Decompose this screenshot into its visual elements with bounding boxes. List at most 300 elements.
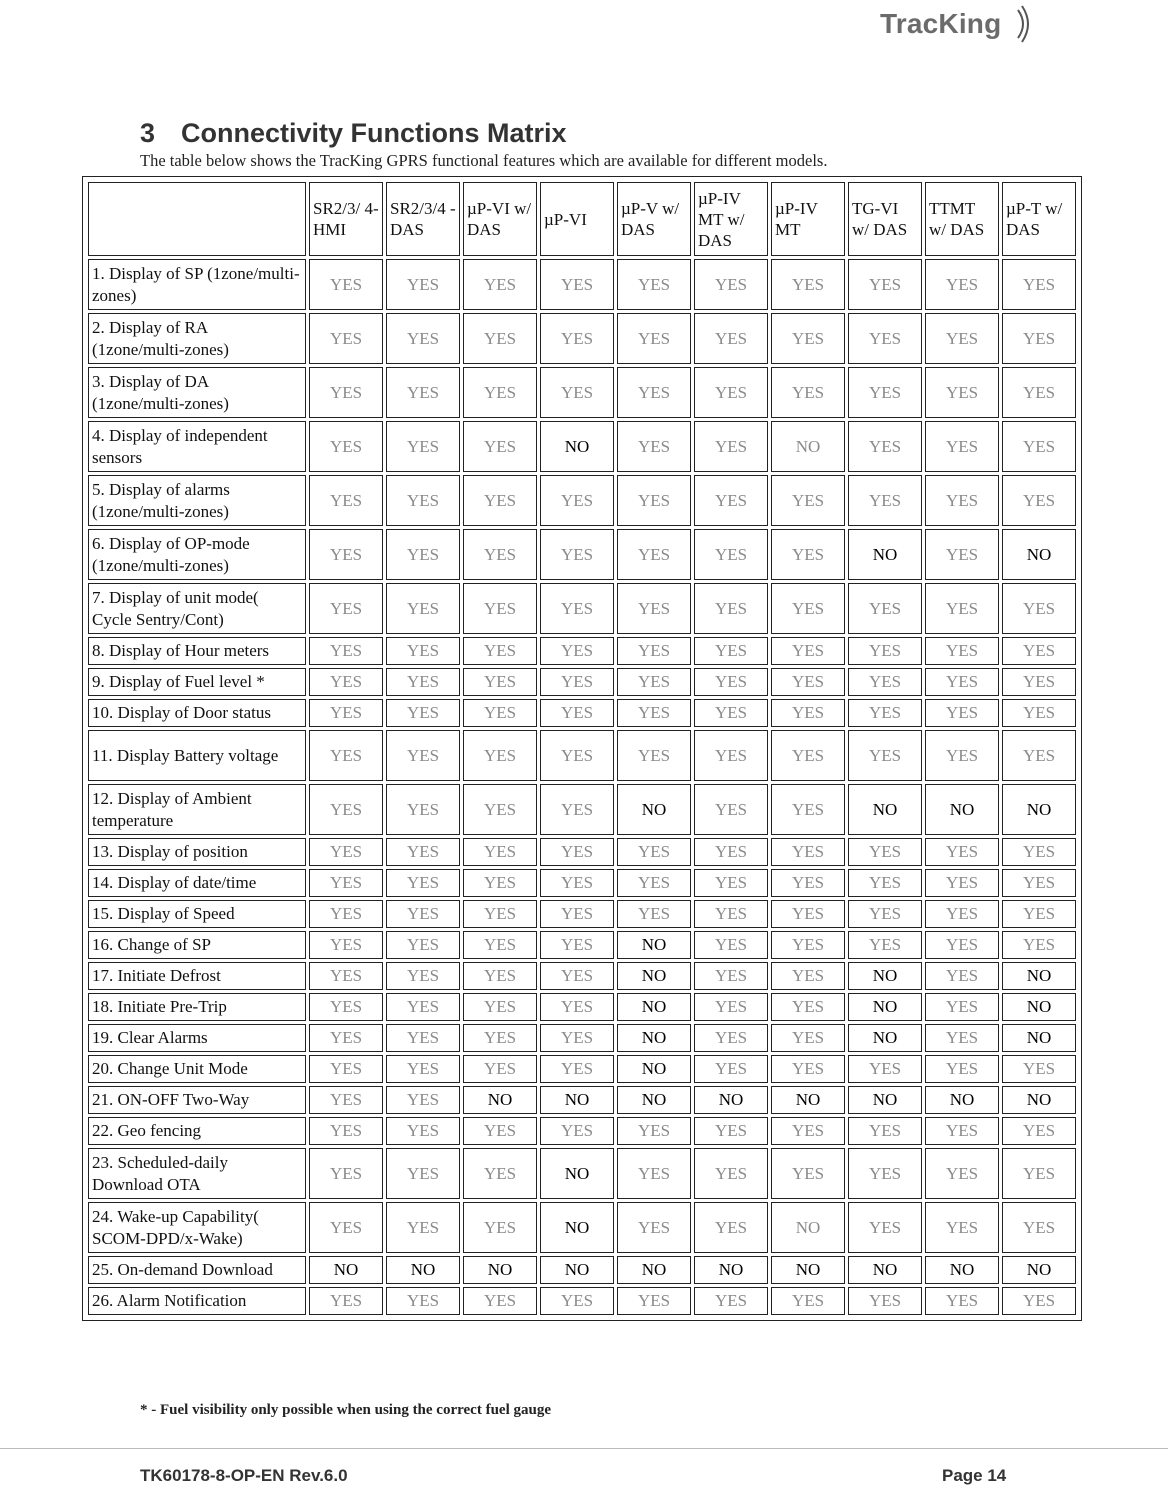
availability-cell: YES xyxy=(463,529,537,580)
availability-cell: YES xyxy=(771,475,845,526)
availability-cell: YES xyxy=(540,1055,614,1083)
matrix-body xyxy=(88,259,1076,1315)
availability-cell: YES xyxy=(617,259,691,310)
availability-cell: YES xyxy=(848,668,922,696)
logo-text: TracKing xyxy=(880,8,1002,39)
availability-cell: NO xyxy=(617,1086,691,1114)
availability-cell: YES xyxy=(386,1086,460,1114)
availability-cell: NO xyxy=(925,1086,999,1114)
availability-cell: YES xyxy=(694,668,768,696)
tracking-logo xyxy=(880,8,1001,52)
availability-cell: YES xyxy=(1002,475,1076,526)
availability-cell: YES xyxy=(540,529,614,580)
availability-cell: YES xyxy=(694,784,768,835)
document-id: TK60178-8-OP-EN Rev.6.0 xyxy=(140,1466,348,1485)
availability-cell: NO xyxy=(925,784,999,835)
model-header: µP-IV MT w/ DAS xyxy=(694,182,768,256)
table-row xyxy=(88,583,1076,634)
availability-cell: NO xyxy=(617,1256,691,1284)
availability-cell: YES xyxy=(540,993,614,1021)
availability-cell: YES xyxy=(771,313,845,364)
availability-cell: YES xyxy=(771,583,845,634)
availability-cell: YES xyxy=(463,475,537,526)
availability-cell: YES xyxy=(386,699,460,727)
availability-cell: YES xyxy=(848,931,922,959)
availability-cell: NO xyxy=(1002,1086,1076,1114)
matrix-table xyxy=(85,179,1079,1318)
availability-cell: YES xyxy=(694,367,768,418)
availability-cell: NO xyxy=(386,1256,460,1284)
availability-cell: NO xyxy=(694,1256,768,1284)
model-header: µP-V w/ DAS xyxy=(617,182,691,256)
availability-cell: YES xyxy=(771,1117,845,1145)
feature-label: 25. On-demand Download xyxy=(88,1256,306,1284)
availability-cell: NO xyxy=(848,1256,922,1284)
availability-cell: YES xyxy=(309,900,383,928)
availability-cell: NO xyxy=(848,1024,922,1052)
availability-cell: YES xyxy=(771,931,845,959)
availability-cell: YES xyxy=(540,1024,614,1052)
availability-cell: YES xyxy=(540,1287,614,1315)
page-number: Page 14 xyxy=(942,1466,1007,1485)
availability-cell: YES xyxy=(463,962,537,990)
availability-cell: YES xyxy=(1002,1148,1076,1199)
availability-cell: YES xyxy=(386,1202,460,1253)
availability-cell: YES xyxy=(386,475,460,526)
availability-cell: YES xyxy=(694,962,768,990)
availability-cell: YES xyxy=(540,699,614,727)
table-row xyxy=(88,962,1076,990)
availability-cell: YES xyxy=(309,1055,383,1083)
availability-cell: YES xyxy=(617,421,691,472)
availability-cell: NO xyxy=(771,1256,845,1284)
availability-cell: YES xyxy=(540,668,614,696)
availability-cell: YES xyxy=(540,259,614,310)
availability-cell: YES xyxy=(1002,421,1076,472)
availability-cell: YES xyxy=(694,931,768,959)
availability-cell: YES xyxy=(848,367,922,418)
availability-cell: YES xyxy=(925,730,999,781)
availability-cell: YES xyxy=(925,583,999,634)
availability-cell: NO xyxy=(540,1148,614,1199)
availability-cell: NO xyxy=(309,1256,383,1284)
availability-cell: YES xyxy=(1002,313,1076,364)
availability-cell: YES xyxy=(694,730,768,781)
availability-cell: YES xyxy=(925,838,999,866)
availability-cell: YES xyxy=(771,838,845,866)
availability-cell: YES xyxy=(848,730,922,781)
availability-cell: YES xyxy=(463,1055,537,1083)
availability-cell: YES xyxy=(463,313,537,364)
availability-cell: NO xyxy=(1002,529,1076,580)
availability-cell: YES xyxy=(1002,583,1076,634)
table-row xyxy=(88,259,1076,310)
table-row xyxy=(88,367,1076,418)
availability-cell: YES xyxy=(694,529,768,580)
feature-label: 17. Initiate Defrost xyxy=(88,962,306,990)
table-row xyxy=(88,529,1076,580)
availability-cell: YES xyxy=(771,730,845,781)
table-row xyxy=(88,931,1076,959)
availability-cell: NO xyxy=(617,784,691,835)
availability-cell: YES xyxy=(771,367,845,418)
availability-cell: YES xyxy=(386,367,460,418)
feature-label: 19. Clear Alarms xyxy=(88,1024,306,1052)
availability-cell: YES xyxy=(925,259,999,310)
availability-cell: YES xyxy=(1002,730,1076,781)
availability-cell: YES xyxy=(694,313,768,364)
availability-cell: YES xyxy=(309,838,383,866)
availability-cell: YES xyxy=(617,668,691,696)
availability-cell: YES xyxy=(848,583,922,634)
availability-cell: YES xyxy=(1002,931,1076,959)
availability-cell: YES xyxy=(694,900,768,928)
availability-cell: YES xyxy=(309,1287,383,1315)
table-row xyxy=(88,1117,1076,1145)
availability-cell: NO xyxy=(540,1202,614,1253)
availability-cell: YES xyxy=(617,1148,691,1199)
availability-cell: YES xyxy=(925,900,999,928)
table-row xyxy=(88,838,1076,866)
availability-cell: YES xyxy=(617,869,691,897)
availability-cell: YES xyxy=(617,838,691,866)
footnote: * - Fuel visibility only possible when using the correct fuel gauge xyxy=(140,1402,551,1418)
availability-cell: YES xyxy=(463,421,537,472)
availability-cell: YES xyxy=(463,931,537,959)
availability-cell: YES xyxy=(1002,1117,1076,1145)
availability-cell: YES xyxy=(848,900,922,928)
availability-cell: YES xyxy=(540,931,614,959)
availability-cell: YES xyxy=(848,1202,922,1253)
availability-cell: YES xyxy=(617,1287,691,1315)
feature-label: 7. Display of unit mode( Cycle Sentry/Cont) xyxy=(88,583,306,634)
feature-label: 6. Display of OP-mode (1zone/multi-zones) xyxy=(88,529,306,580)
availability-cell: YES xyxy=(1002,1055,1076,1083)
availability-cell: YES xyxy=(309,869,383,897)
availability-cell: YES xyxy=(617,637,691,665)
availability-cell: YES xyxy=(463,993,537,1021)
availability-cell: YES xyxy=(925,421,999,472)
table-row xyxy=(88,699,1076,727)
availability-cell: YES xyxy=(617,367,691,418)
model-header: µP-T w/ DAS xyxy=(1002,182,1076,256)
availability-cell: NO xyxy=(1002,993,1076,1021)
footer-divider xyxy=(0,1448,1168,1449)
availability-cell: YES xyxy=(309,1024,383,1052)
feature-label: 9. Display of Fuel level * xyxy=(88,668,306,696)
availability-cell: YES xyxy=(540,869,614,897)
availability-cell: YES xyxy=(309,421,383,472)
availability-cell: NO xyxy=(848,784,922,835)
availability-cell: YES xyxy=(386,529,460,580)
feature-label: 24. Wake-up Capability( SCOM-DPD/x-Wake) xyxy=(88,1202,306,1253)
availability-cell: YES xyxy=(463,1117,537,1145)
availability-cell: NO xyxy=(617,962,691,990)
availability-cell: YES xyxy=(463,730,537,781)
availability-cell: YES xyxy=(540,730,614,781)
availability-cell: YES xyxy=(463,1202,537,1253)
table-row xyxy=(88,1024,1076,1052)
availability-cell: YES xyxy=(309,529,383,580)
availability-cell: YES xyxy=(1002,699,1076,727)
availability-cell: YES xyxy=(540,637,614,665)
availability-cell: YES xyxy=(925,1148,999,1199)
model-header: µP-VI xyxy=(540,182,614,256)
availability-cell: YES xyxy=(771,1148,845,1199)
availability-cell: YES xyxy=(617,313,691,364)
table-row xyxy=(88,1202,1076,1253)
availability-cell: YES xyxy=(540,1117,614,1145)
availability-cell: YES xyxy=(309,1117,383,1145)
availability-cell: YES xyxy=(386,1148,460,1199)
feature-label: 22. Geo fencing xyxy=(88,1117,306,1145)
availability-cell: YES xyxy=(463,637,537,665)
feature-label: 13. Display of position xyxy=(88,838,306,866)
availability-cell: YES xyxy=(386,1117,460,1145)
availability-cell: YES xyxy=(309,637,383,665)
feature-label: 2. Display of RA (1zone/multi-zones) xyxy=(88,313,306,364)
table-row xyxy=(88,1086,1076,1114)
table-row xyxy=(88,1287,1076,1315)
header-row xyxy=(88,182,1076,256)
availability-cell: NO xyxy=(1002,962,1076,990)
availability-cell: YES xyxy=(309,699,383,727)
availability-cell: YES xyxy=(925,1055,999,1083)
feature-label: 8. Display of Hour meters xyxy=(88,637,306,665)
availability-cell: YES xyxy=(1002,1202,1076,1253)
availability-cell: YES xyxy=(463,1287,537,1315)
availability-cell: YES xyxy=(925,313,999,364)
feature-label: 11. Display Battery voltage xyxy=(88,730,306,781)
intro-text: The table below shows the TracKing GPRS functional features which are available for different models. xyxy=(140,151,828,170)
availability-cell: YES xyxy=(694,838,768,866)
availability-cell: YES xyxy=(925,367,999,418)
model-header: µP-VI w/ DAS xyxy=(463,182,537,256)
corner-cell xyxy=(88,182,306,256)
availability-cell: YES xyxy=(694,993,768,1021)
availability-cell: YES xyxy=(925,668,999,696)
availability-cell: YES xyxy=(925,529,999,580)
availability-cell: YES xyxy=(848,313,922,364)
availability-cell: YES xyxy=(694,699,768,727)
feature-label: 14. Display of date/time xyxy=(88,869,306,897)
availability-cell: NO xyxy=(540,1256,614,1284)
availability-cell: NO xyxy=(540,421,614,472)
availability-cell: YES xyxy=(540,313,614,364)
availability-cell: YES xyxy=(309,475,383,526)
availability-cell: YES xyxy=(463,668,537,696)
section-number: 3 xyxy=(140,118,156,148)
availability-cell: YES xyxy=(386,637,460,665)
table-row xyxy=(88,869,1076,897)
availability-cell: YES xyxy=(540,784,614,835)
availability-cell: YES xyxy=(694,1117,768,1145)
section-title: Connectivity Functions Matrix xyxy=(181,118,567,148)
availability-cell: YES xyxy=(386,838,460,866)
availability-cell: YES xyxy=(925,993,999,1021)
availability-cell: YES xyxy=(386,931,460,959)
availability-cell: YES xyxy=(771,637,845,665)
availability-cell: YES xyxy=(463,900,537,928)
table-row xyxy=(88,993,1076,1021)
availability-cell: YES xyxy=(386,583,460,634)
availability-cell: YES xyxy=(771,784,845,835)
availability-cell: YES xyxy=(386,900,460,928)
availability-cell: YES xyxy=(309,313,383,364)
availability-cell: NO xyxy=(617,1055,691,1083)
availability-cell: YES xyxy=(771,962,845,990)
availability-cell: YES xyxy=(848,869,922,897)
availability-cell: NO xyxy=(925,1256,999,1284)
availability-cell: NO xyxy=(1002,784,1076,835)
availability-cell: YES xyxy=(386,421,460,472)
feature-label: 20. Change Unit Mode xyxy=(88,1055,306,1083)
availability-cell: YES xyxy=(848,475,922,526)
availability-cell: NO xyxy=(463,1086,537,1114)
availability-cell: YES xyxy=(848,1287,922,1315)
availability-cell: YES xyxy=(463,699,537,727)
availability-cell: YES xyxy=(848,699,922,727)
feature-label: 18. Initiate Pre-Trip xyxy=(88,993,306,1021)
availability-cell: NO xyxy=(771,1202,845,1253)
availability-cell: YES xyxy=(540,367,614,418)
availability-cell: YES xyxy=(694,1024,768,1052)
availability-cell: YES xyxy=(309,993,383,1021)
availability-cell: YES xyxy=(386,869,460,897)
signal-arc-icon xyxy=(1016,4,1030,44)
availability-cell: NO xyxy=(540,1086,614,1114)
availability-cell: YES xyxy=(309,931,383,959)
availability-cell: NO xyxy=(848,1086,922,1114)
availability-cell: YES xyxy=(617,529,691,580)
model-header: TTMT w/ DAS xyxy=(925,182,999,256)
availability-cell: YES xyxy=(386,784,460,835)
availability-cell: YES xyxy=(617,1117,691,1145)
table-row xyxy=(88,1148,1076,1199)
availability-cell: YES xyxy=(386,668,460,696)
feature-label: 5. Display of alarms (1zone/multi-zones) xyxy=(88,475,306,526)
availability-cell: YES xyxy=(386,730,460,781)
section-heading xyxy=(140,118,567,149)
availability-cell: YES xyxy=(771,993,845,1021)
availability-cell: YES xyxy=(694,1055,768,1083)
availability-cell: YES xyxy=(925,869,999,897)
availability-cell: YES xyxy=(848,838,922,866)
feature-label: 12. Display of Ambient temperature xyxy=(88,784,306,835)
availability-cell: YES xyxy=(309,583,383,634)
connectivity-matrix xyxy=(82,176,1082,1321)
availability-cell: YES xyxy=(386,1055,460,1083)
availability-cell: YES xyxy=(463,367,537,418)
availability-cell: YES xyxy=(386,962,460,990)
availability-cell: YES xyxy=(540,900,614,928)
availability-cell: YES xyxy=(617,730,691,781)
availability-cell: NO xyxy=(1002,1024,1076,1052)
availability-cell: YES xyxy=(1002,668,1076,696)
table-row xyxy=(88,313,1076,364)
availability-cell: YES xyxy=(540,838,614,866)
availability-cell: YES xyxy=(694,1148,768,1199)
feature-label: 10. Display of Door status xyxy=(88,699,306,727)
availability-cell: YES xyxy=(386,313,460,364)
feature-label: 4. Display of independent sensors xyxy=(88,421,306,472)
availability-cell: YES xyxy=(309,1086,383,1114)
availability-cell: YES xyxy=(309,259,383,310)
availability-cell: NO xyxy=(1002,1256,1076,1284)
availability-cell: YES xyxy=(1002,259,1076,310)
availability-cell: NO xyxy=(848,993,922,1021)
availability-cell: YES xyxy=(1002,637,1076,665)
availability-cell: YES xyxy=(463,869,537,897)
availability-cell: NO xyxy=(848,962,922,990)
availability-cell: NO xyxy=(617,931,691,959)
model-header: SR2/3/4 -DAS xyxy=(386,182,460,256)
availability-cell: YES xyxy=(694,869,768,897)
availability-cell: YES xyxy=(848,1117,922,1145)
availability-cell: YES xyxy=(848,1055,922,1083)
table-row xyxy=(88,1256,1076,1284)
availability-cell: YES xyxy=(771,699,845,727)
availability-cell: YES xyxy=(309,784,383,835)
table-row xyxy=(88,1055,1076,1083)
feature-label: 15. Display of Speed xyxy=(88,900,306,928)
availability-cell: YES xyxy=(925,1024,999,1052)
table-row xyxy=(88,668,1076,696)
availability-cell: YES xyxy=(848,421,922,472)
availability-cell: NO xyxy=(771,421,845,472)
availability-cell: YES xyxy=(386,1024,460,1052)
availability-cell: YES xyxy=(771,869,845,897)
availability-cell: YES xyxy=(771,259,845,310)
availability-cell: YES xyxy=(694,583,768,634)
availability-cell: YES xyxy=(925,1287,999,1315)
table-row xyxy=(88,730,1076,781)
availability-cell: YES xyxy=(771,1055,845,1083)
availability-cell: YES xyxy=(771,668,845,696)
availability-cell: YES xyxy=(309,1202,383,1253)
feature-label: 3. Display of DA (1zone/multi-zones) xyxy=(88,367,306,418)
availability-cell: YES xyxy=(617,475,691,526)
availability-cell: YES xyxy=(540,962,614,990)
availability-cell: YES xyxy=(694,259,768,310)
availability-cell: YES xyxy=(694,1287,768,1315)
availability-cell: YES xyxy=(694,475,768,526)
availability-cell: YES xyxy=(386,1287,460,1315)
availability-cell: YES xyxy=(1002,869,1076,897)
availability-cell: YES xyxy=(309,367,383,418)
feature-label: 16. Change of SP xyxy=(88,931,306,959)
availability-cell: YES xyxy=(617,583,691,634)
availability-cell: YES xyxy=(1002,367,1076,418)
availability-cell: YES xyxy=(925,962,999,990)
availability-cell: YES xyxy=(694,1202,768,1253)
availability-cell: YES xyxy=(463,1024,537,1052)
availability-cell: NO xyxy=(848,529,922,580)
availability-cell: NO xyxy=(617,1024,691,1052)
feature-label: 1. Display of SP (1zone/multi-zones) xyxy=(88,259,306,310)
availability-cell: YES xyxy=(771,1024,845,1052)
feature-label: 21. ON-OFF Two-Way xyxy=(88,1086,306,1114)
model-header: SR2/3/ 4-HMI xyxy=(309,182,383,256)
availability-cell: YES xyxy=(309,730,383,781)
availability-cell: YES xyxy=(463,784,537,835)
feature-label: 26. Alarm Notification xyxy=(88,1287,306,1315)
availability-cell: YES xyxy=(617,699,691,727)
availability-cell: YES xyxy=(694,637,768,665)
availability-cell: YES xyxy=(925,931,999,959)
feature-label: 23. Scheduled-daily Download OTA xyxy=(88,1148,306,1199)
table-row xyxy=(88,421,1076,472)
